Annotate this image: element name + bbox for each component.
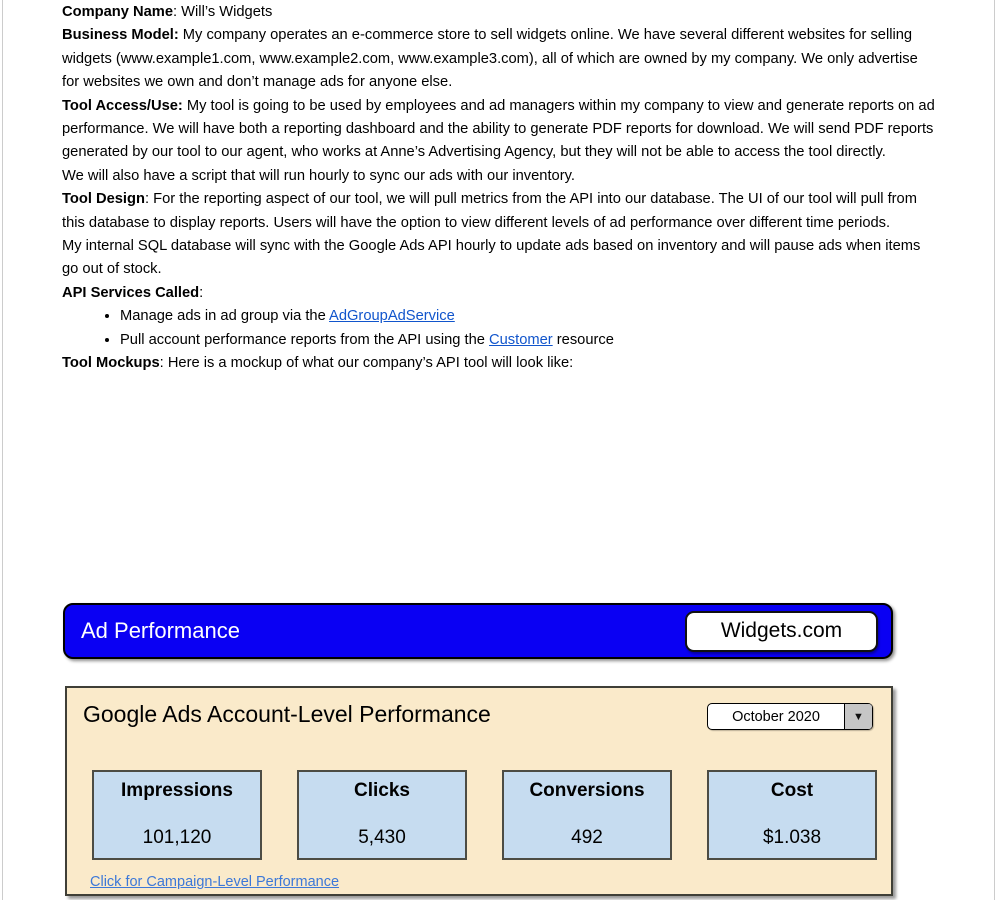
api-services-colon: : [199, 284, 204, 301]
tool-access-text: My tool is going to be used by employees and ad managers within my company to view and generate reports on ad performance. We will have both a reporting dashboard and the ability to generate PDF reports for download. We will send PDF reports generated by our tool to our agent, who works at Anne’s Advertising Agency, but they will not be able to access the tool directly. [62, 97, 935, 161]
tool-design-paragraph [62, 188, 938, 235]
document-body [62, 1, 938, 376]
metric-cards-row [92, 770, 877, 860]
business-model-paragraph [62, 24, 938, 94]
sql-sync-paragraph [62, 235, 938, 282]
mockup-app-title: Ad Performance [81, 618, 240, 643]
campaign-level-performance-link[interactable]: Click for Campaign-Level Performance [90, 874, 340, 890]
date-range-dropdown[interactable] [707, 703, 873, 730]
sql-sync-text: My internal SQL database will sync with the Google Ads API hourly to update ads based on inventory and will pause ads when items go out of stock. [62, 238, 921, 278]
tool-design-label: Tool Design [62, 191, 145, 208]
metric-value: $1.038 [762, 827, 822, 848]
widgets-site-button-label: Widgets.com [720, 619, 843, 642]
metric-card-impressions [92, 770, 262, 860]
metric-value: 5,430 [358, 827, 406, 848]
panel-title: Google Ads Account-Level Performance [83, 701, 491, 727]
bullet-2-post: resource [552, 331, 614, 348]
metric-value: 101,120 [142, 827, 212, 848]
list-item [120, 305, 938, 328]
company-name-line [62, 1, 938, 24]
api-services-heading [62, 282, 938, 305]
list-item [120, 329, 938, 352]
page-edge-left [2, 0, 3, 900]
company-name-value: : Will’s Widgets [173, 4, 273, 20]
metric-label: Clicks [354, 780, 410, 801]
mockup-header-banner [63, 603, 893, 659]
company-name-label: Company Name [62, 4, 174, 20]
customer-link[interactable]: Customer [489, 331, 553, 348]
metric-label: Impressions [121, 780, 233, 801]
adgroupadservice-link[interactable]: AdGroupAdService [329, 308, 455, 325]
chevron-down-icon: ▼ [853, 710, 864, 723]
bullet-1-text: Manage ads in ad group via the [120, 308, 330, 325]
api-services-label: API Services Called [62, 284, 200, 301]
business-model-text: My company operates an e-commerce store to sell widgets online. We have several different websites for selling widgets (www.example1.com, www.example2.com, www.example3.com), all of which are owned by my company. We only advertise for websites we own and don’t manage ads for anyone else. [62, 27, 918, 91]
metric-card-clicks [297, 770, 467, 860]
metric-value: 492 [571, 827, 603, 848]
api-services-list [62, 305, 938, 352]
tool-design-text: : For the reporting aspect of our tool, we will pull metrics from the API into our database. The UI of our tool will pull from this database to display reports. Users will have the option to view different levels of ad performance over different time periods. [62, 191, 917, 231]
bullet-2-text: Pull account performance reports from the API using the [120, 331, 490, 348]
metric-label: Cost [770, 780, 814, 801]
date-range-value: October 2020 [732, 708, 820, 725]
account-performance-panel [65, 686, 893, 896]
business-model-label: Business Model: [62, 27, 179, 44]
tool-mockups-paragraph [62, 352, 938, 375]
dropdown-arrow-button[interactable] [844, 704, 872, 729]
metric-card-cost [707, 770, 877, 860]
tool-access-paragraph [62, 95, 938, 189]
tool-access-label: Tool Access/Use: [62, 97, 183, 114]
page-edge-right [994, 0, 995, 900]
metric-label: Conversions [529, 780, 645, 801]
tool-mockups-label: Tool Mockups [62, 355, 160, 372]
metric-card-conversions [502, 770, 672, 860]
tool-access-text2: We will also have a script that will run hourly to sync our ads with our inventory. [62, 167, 575, 184]
widgets-site-button[interactable] [685, 611, 878, 652]
tool-mockups-text: : Here is a mockup of what our company’s API tool will look like: [159, 355, 574, 372]
